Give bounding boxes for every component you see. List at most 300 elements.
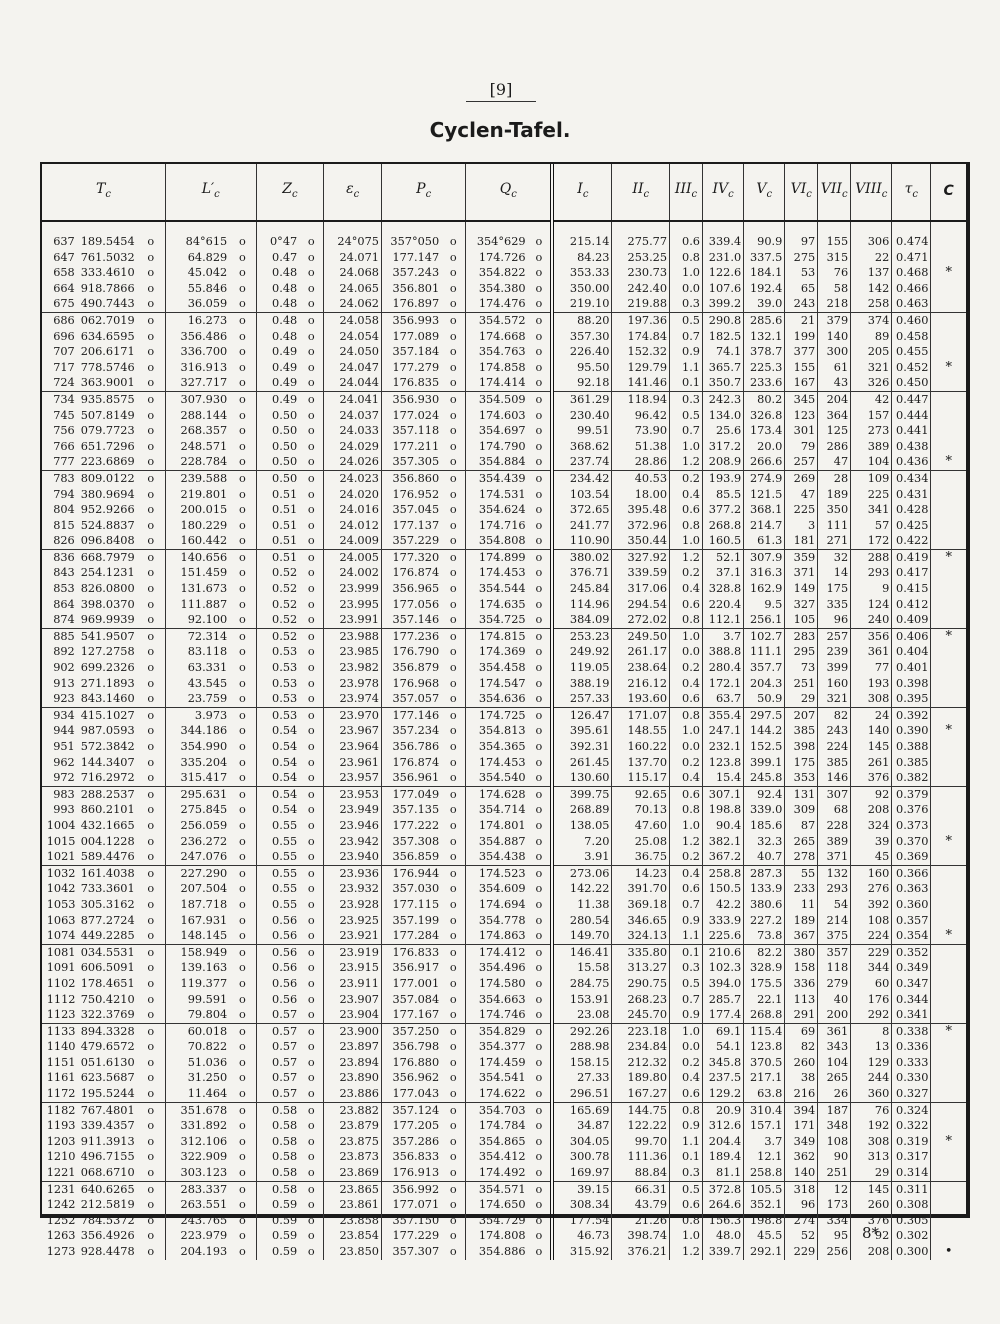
cell-T-day: 778.5746 [80, 360, 135, 374]
cell-Q: 174.650 [478, 1198, 526, 1212]
cell-T [42, 1134, 137, 1150]
cell-VI: 52 [785, 1228, 818, 1244]
cell-epsilon: 23.942 [324, 834, 382, 850]
cell-L-prime: 275.845 [180, 803, 228, 817]
cell-Z: 0.57 [272, 1040, 298, 1054]
cell-V: 73.8 [744, 928, 785, 944]
cell-Q-zero: o [528, 439, 553, 455]
cell-L-prime-zero: o [229, 1181, 256, 1197]
cell-VIII: 292 [851, 1007, 892, 1023]
cell-P: 356.801 [392, 281, 440, 295]
cell-V: 185.6 [744, 818, 785, 834]
cell-VI: 97 [785, 234, 818, 250]
cell-T [42, 960, 137, 976]
cell-tau: 0.317 [892, 1149, 931, 1165]
cell-L-prime: 239.588 [165, 470, 229, 486]
cell-I: 103.54 [552, 487, 612, 503]
cell-T-zero: o [137, 487, 166, 503]
cell-P-zero: o [441, 628, 466, 644]
cell-Q-zero: o [528, 296, 553, 312]
cell-Z: 0.51 [272, 503, 298, 517]
table-row [42, 408, 966, 424]
cell-VIII: 208 [851, 802, 892, 818]
cell-T-zero: o [137, 881, 166, 897]
cell-Z-zero: o [299, 281, 324, 297]
cell-tau: 0.417 [892, 565, 931, 581]
header-Q: $Q_c$ [466, 164, 552, 221]
cell-epsilon: 23.921 [324, 928, 382, 944]
cell-C-mark [931, 487, 966, 503]
cell-L-prime: 139.163 [180, 961, 228, 975]
cell-tau: 0.333 [892, 1055, 931, 1071]
cell-V: 307.9 [744, 549, 785, 565]
cell-Q: 354.808 [478, 534, 526, 548]
cell-Z-zero: o [299, 518, 324, 534]
cell-Z: 0.59 [272, 1213, 298, 1227]
cell-III: 0.8 [670, 802, 703, 818]
cell-Z-zero: o [299, 992, 324, 1008]
cell-T [42, 312, 137, 328]
cell-C-mark [931, 707, 966, 723]
cell-T-cycle: 1242 [46, 1198, 76, 1212]
cell-L-prime: 243.765 [180, 1213, 228, 1227]
cell-II: 398.74 [612, 1228, 670, 1244]
cell-T-cycle: 902 [53, 661, 75, 675]
cell-epsilon: 23.995 [324, 597, 382, 613]
cell-T-day: 380.9694 [80, 487, 135, 501]
cell-I: 215.14 [552, 234, 612, 250]
cell-L-prime-zero: o [229, 408, 256, 424]
cell-P-zero: o [441, 818, 466, 834]
cell-P-zero: o [441, 976, 466, 992]
cell-T-day: 356.4926 [80, 1229, 135, 1243]
cell-Z: 0.56 [272, 929, 298, 943]
cell-P-zero: o [441, 360, 466, 376]
cell-Q-zero: o [528, 565, 553, 581]
cell-epsilon: 23.894 [324, 1055, 382, 1071]
cell-L-prime: 248.571 [180, 439, 228, 453]
cell-epsilon: 24.058 [324, 312, 382, 328]
cell-T-day: 843.1460 [80, 692, 135, 706]
table-row [42, 1086, 966, 1102]
cell-VII: 218 [818, 296, 851, 312]
cell-T-day: 449.2285 [80, 929, 135, 943]
cell-IV: 15.4 [702, 770, 743, 786]
cell-T [42, 454, 137, 470]
cell-Z-zero: o [299, 250, 324, 266]
cell-Q-zero: o [528, 1213, 553, 1229]
header-III: $III_c$ [670, 164, 703, 221]
cell-P-zero: o [441, 281, 466, 297]
cell-Q-zero: o [528, 1197, 553, 1213]
cell-tau: 0.468 [892, 265, 931, 281]
cell-T-zero: o [137, 502, 166, 518]
cell-P-zero: o [441, 612, 466, 628]
cell-Z: 0.57 [272, 1008, 298, 1022]
cell-L-prime-zero: o [229, 1165, 256, 1181]
cell-C-mark [931, 755, 966, 771]
cell-L-prime-zero: o [229, 518, 256, 534]
footer-signature-mark: 8* [862, 1224, 880, 1242]
cell-Z: 0.55 [272, 882, 298, 896]
cell-Z-zero: o [299, 660, 324, 676]
cell-V: 157.1 [744, 1118, 785, 1134]
table-row [42, 1228, 966, 1244]
cell-VIII: 160 [851, 865, 892, 881]
cell-III: 1.0 [670, 533, 703, 549]
cell-P: 357.124 [382, 1102, 442, 1118]
cell-Q: 174.414 [478, 376, 526, 390]
cell-T-day: 271.1893 [80, 676, 135, 690]
cell-VII: 132 [818, 865, 851, 881]
cell-VIII: 77 [851, 660, 892, 676]
cell-T-cycle: 1032 [46, 866, 76, 880]
cell-Z: 0.58 [256, 1102, 299, 1118]
cell-I: 308.34 [552, 1197, 612, 1213]
cell-II: 395.48 [612, 502, 670, 518]
cell-T-zero: o [137, 770, 166, 786]
cell-epsilon: 23.946 [324, 818, 382, 834]
cell-III: 1.0 [670, 439, 703, 455]
cell-L-prime-zero: o [229, 1102, 256, 1118]
cell-VIII: 60 [851, 976, 892, 992]
cell-Z-zero: o [299, 802, 324, 818]
cell-II: 327.92 [612, 549, 670, 565]
cell-L-prime: 227.290 [165, 865, 229, 881]
cell-Z: 0°47 [269, 235, 298, 248]
cell-tau: 0.434 [892, 470, 931, 486]
cell-VIII: 341 [851, 502, 892, 518]
cell-VIII: 288 [851, 549, 892, 565]
cell-Q: 174.476 [478, 297, 526, 311]
cell-II: 118.94 [612, 391, 670, 407]
table-row [42, 454, 966, 470]
cell-VIII: 89 [851, 329, 892, 345]
cell-T [42, 1118, 137, 1134]
cell-L-prime: 236.272 [180, 834, 228, 848]
cell-Z-zero: o [299, 1118, 324, 1134]
cell-T-cycle: 1015 [46, 834, 76, 848]
cell-epsilon: 24.044 [324, 375, 382, 391]
cell-VIII: 361 [851, 644, 892, 660]
cell-II: 294.54 [612, 597, 670, 613]
cell-L-prime: 228.784 [180, 455, 228, 469]
cell-C-mark [931, 1228, 966, 1244]
cell-T-day: 761.5032 [80, 250, 135, 264]
cell-II: 324.13 [612, 928, 670, 944]
cell-II: 21.26 [612, 1213, 670, 1229]
cell-IV: 204.4 [702, 1134, 743, 1150]
cell-III: 0.9 [670, 344, 703, 360]
cell-Z-zero: o [299, 533, 324, 549]
cell-VI: 371 [785, 565, 818, 581]
cell-L-prime-zero: o [229, 581, 256, 597]
cell-L-prime: 322.909 [180, 1150, 228, 1164]
cell-VII: 118 [818, 960, 851, 976]
cell-P: 356.798 [392, 1040, 440, 1054]
cell-epsilon: 23.907 [324, 992, 382, 1008]
cell-T [42, 1086, 137, 1102]
cell-T [42, 375, 137, 391]
cell-P: 177.137 [392, 518, 440, 532]
cell-T-day: 096.8408 [80, 534, 135, 548]
cell-Q-zero: o [528, 723, 553, 739]
table-row [42, 518, 966, 534]
cell-Z-zero: o [299, 391, 324, 407]
cell-epsilon: 23.964 [324, 739, 382, 755]
cell-VIII: 293 [851, 565, 892, 581]
cell-III: 0.6 [670, 1197, 703, 1213]
cell-tau: 0.471 [892, 250, 931, 266]
cell-tau: 0.466 [892, 281, 931, 297]
cell-IV: 54.1 [702, 1039, 743, 1055]
cell-Q-zero: o [528, 739, 553, 755]
cell-VIII: 157 [851, 408, 892, 424]
cell-T-cycle: 923 [53, 692, 75, 706]
cell-T-cycle: 843 [53, 566, 75, 580]
cell-C-mark [931, 296, 966, 312]
cell-T [42, 1149, 137, 1165]
cell-T-cycle: 766 [53, 439, 75, 453]
cell-epsilon: 23.957 [324, 770, 382, 786]
cell-epsilon: 23.854 [324, 1228, 382, 1244]
cell-T [42, 1228, 137, 1244]
cell-C-mark [931, 676, 966, 692]
cell-Z: 0.59 [272, 1245, 298, 1258]
cell-VII: 321 [818, 691, 851, 707]
cell-tau: 0.450 [892, 375, 931, 391]
table-row [42, 786, 966, 802]
cell-P: 177.146 [382, 707, 442, 723]
cell-VIII: 13 [851, 1039, 892, 1055]
cell-VI: 155 [785, 360, 818, 376]
cell-T-zero: o [137, 786, 166, 802]
cell-VI: 149 [785, 581, 818, 597]
cell-V: 133.9 [744, 881, 785, 897]
cell-tau: 0.406 [892, 628, 931, 644]
cell-Q: 174.790 [478, 439, 526, 453]
cell-Q-zero: o [528, 1181, 553, 1197]
cell-epsilon: 23.991 [324, 612, 382, 628]
cell-VII: 334 [818, 1213, 851, 1229]
cell-C-mark [931, 992, 966, 1008]
cell-T-day: 860.2101 [80, 803, 135, 817]
cell-T [42, 439, 137, 455]
cell-IV: 285.7 [702, 992, 743, 1008]
cell-VII: 256 [818, 1244, 851, 1260]
cell-T-zero: o [137, 581, 166, 597]
header-VI: $VI_c$ [785, 164, 818, 221]
cell-Q: 174.725 [466, 707, 528, 723]
cell-L-prime-zero: o [229, 897, 256, 913]
cell-IV: 156.3 [702, 1213, 743, 1229]
cell-T-cycle: 885 [53, 629, 75, 643]
cell-IV: 382.1 [702, 834, 743, 850]
cell-epsilon: 23.999 [324, 581, 382, 597]
cell-I: 350.00 [552, 281, 612, 297]
cell-III: 0.0 [670, 644, 703, 660]
cell-T [42, 1070, 137, 1086]
cell-Z-zero: o [299, 439, 324, 455]
cell-tau: 0.425 [892, 518, 931, 534]
cell-Z-zero: o [299, 1165, 324, 1181]
table-row [42, 849, 966, 865]
cell-T-cycle: 853 [53, 582, 75, 596]
cell-VIII: 92 [851, 1228, 892, 1244]
cell-III: 0.4 [670, 1070, 703, 1086]
cell-Z-zero: o [299, 976, 324, 992]
cell-T-cycle: 658 [53, 266, 75, 280]
cell-P: 357°050 [390, 235, 440, 248]
cell-T-cycle: 826 [53, 534, 75, 548]
cell-T-cycle: 777 [53, 455, 75, 469]
cell-C-mark [931, 849, 966, 865]
cell-VII: 104 [818, 1055, 851, 1071]
cell-Z-zero: o [299, 487, 324, 503]
cell-T-day: 004.1228 [80, 834, 135, 848]
cell-Z: 0.51 [272, 518, 298, 532]
cell-P: 177.222 [392, 818, 440, 832]
cell-VII: 315 [818, 250, 851, 266]
cell-L-prime: 63.331 [187, 661, 228, 675]
cell-L-prime: 303.123 [180, 1166, 228, 1180]
cell-VII: 375 [818, 928, 851, 944]
cell-L-prime-zero: o [229, 1213, 256, 1229]
cell-Q: 354.865 [478, 1134, 526, 1148]
cell-VII: 26 [818, 1086, 851, 1102]
cell-T-zero: o [137, 612, 166, 628]
cell-P-zero: o [441, 250, 466, 266]
cell-Z: 0.57 [272, 1087, 298, 1101]
cell-III: 0.3 [670, 391, 703, 407]
cell-Q-zero: o [528, 312, 553, 328]
cell-T-cycle: 913 [53, 676, 75, 690]
cell-P: 357.305 [392, 455, 440, 469]
cell-VI: 260 [785, 1055, 818, 1071]
cell-V: 184.1 [744, 265, 785, 281]
cell-II: 223.18 [612, 1023, 670, 1039]
cell-III: 0.4 [670, 676, 703, 692]
cell-Z: 0.50 [272, 455, 298, 469]
cell-Q-zero: o [528, 250, 553, 266]
cell-III: 0.4 [670, 487, 703, 503]
cell-Z-zero: o [299, 1197, 324, 1213]
cell-III: 0.6 [670, 234, 703, 250]
cell-Q: 174.523 [466, 865, 528, 881]
cell-VII: 47 [818, 454, 851, 470]
cell-T-day: 606.5091 [80, 961, 135, 975]
cell-VII: 243 [818, 723, 851, 739]
table-row [42, 470, 966, 486]
cell-Q: 354.886 [478, 1245, 526, 1258]
cell-VI: 362 [785, 1149, 818, 1165]
cell-II: 249.50 [612, 628, 670, 644]
cell-VI: 3 [785, 518, 818, 534]
cell-T-zero: o [137, 281, 166, 297]
cell-V: 352.1 [744, 1197, 785, 1213]
cell-VII: 108 [818, 1134, 851, 1150]
cell-III: 0.9 [670, 1118, 703, 1134]
cell-T-zero: o [137, 865, 166, 881]
cell-epsilon: 23.861 [324, 1197, 382, 1213]
cell-tau: 0.412 [892, 597, 931, 613]
cell-T [42, 1181, 137, 1197]
cell-Z-zero: o [299, 1149, 324, 1165]
cell-VI: 269 [785, 470, 818, 486]
cell-L-prime: 351.678 [165, 1102, 229, 1118]
cell-VI: 367 [785, 928, 818, 944]
cell-III: 0.7 [670, 423, 703, 439]
table-row [42, 344, 966, 360]
cell-P: 357.286 [392, 1134, 440, 1148]
cell-L-prime: 336.700 [180, 345, 228, 359]
cell-T-zero: o [137, 1213, 166, 1229]
cell-VI: 131 [785, 786, 818, 802]
cell-C-mark [931, 1086, 966, 1102]
cell-Z: 0.49 [272, 345, 298, 359]
cell-T-cycle: 1140 [46, 1040, 76, 1054]
cell-T [42, 565, 137, 581]
header-V: $V_c$ [744, 164, 785, 221]
cell-Q: 174.694 [478, 897, 526, 911]
table-row [42, 1165, 966, 1181]
cell-C-mark [931, 612, 966, 628]
cell-Q: 354.365 [478, 740, 526, 753]
cell-Q: 174.808 [478, 1229, 526, 1243]
cell-T-cycle: 1081 [46, 945, 76, 959]
cell-Z: 0.56 [256, 944, 299, 960]
cell-Z-zero: o [299, 581, 324, 597]
cell-VIII: 109 [851, 470, 892, 486]
table-row [42, 913, 966, 929]
cell-V: 310.4 [744, 1102, 785, 1118]
table-row [42, 1118, 966, 1134]
cell-T-zero: o [137, 1118, 166, 1134]
cell-VII: 140 [818, 329, 851, 345]
cell-P-zero: o [441, 676, 466, 692]
cell-P: 177.167 [392, 1008, 440, 1022]
cell-T-cycle: 794 [53, 487, 75, 501]
cell-IV: 225.6 [702, 928, 743, 944]
cell-L-prime: 295.631 [165, 786, 229, 802]
cell-L-prime-zero: o [229, 881, 256, 897]
cell-I: 88.20 [552, 312, 612, 328]
cell-V: 80.2 [744, 391, 785, 407]
cell-VII: 357 [818, 944, 851, 960]
cell-I: 268.89 [552, 802, 612, 818]
cell-III: 1.0 [670, 628, 703, 644]
cell-T-cycle: 1123 [46, 1008, 76, 1022]
cell-Z-zero: o [299, 676, 324, 692]
cell-Q: 174.716 [478, 518, 526, 532]
cell-VI: 385 [785, 723, 818, 739]
cell-V: 378.7 [744, 344, 785, 360]
cell-Q-zero: o [528, 423, 553, 439]
cell-tau: 0.460 [892, 312, 931, 328]
cell-P: 356.961 [392, 771, 440, 785]
cell-Z-zero: o [299, 597, 324, 613]
cell-tau: 0.370 [892, 834, 931, 850]
cell-L-prime: 327.717 [180, 376, 228, 390]
cell-T [42, 502, 137, 518]
cell-tau: 0.379 [892, 786, 931, 802]
cell-IV: 102.3 [702, 960, 743, 976]
cell-C-mark [931, 1055, 966, 1071]
cell-IV: 160.5 [702, 533, 743, 549]
cell-IV: 150.5 [702, 881, 743, 897]
cell-L-prime-zero: o [229, 976, 256, 992]
cyclen-table-frame [40, 162, 970, 1259]
